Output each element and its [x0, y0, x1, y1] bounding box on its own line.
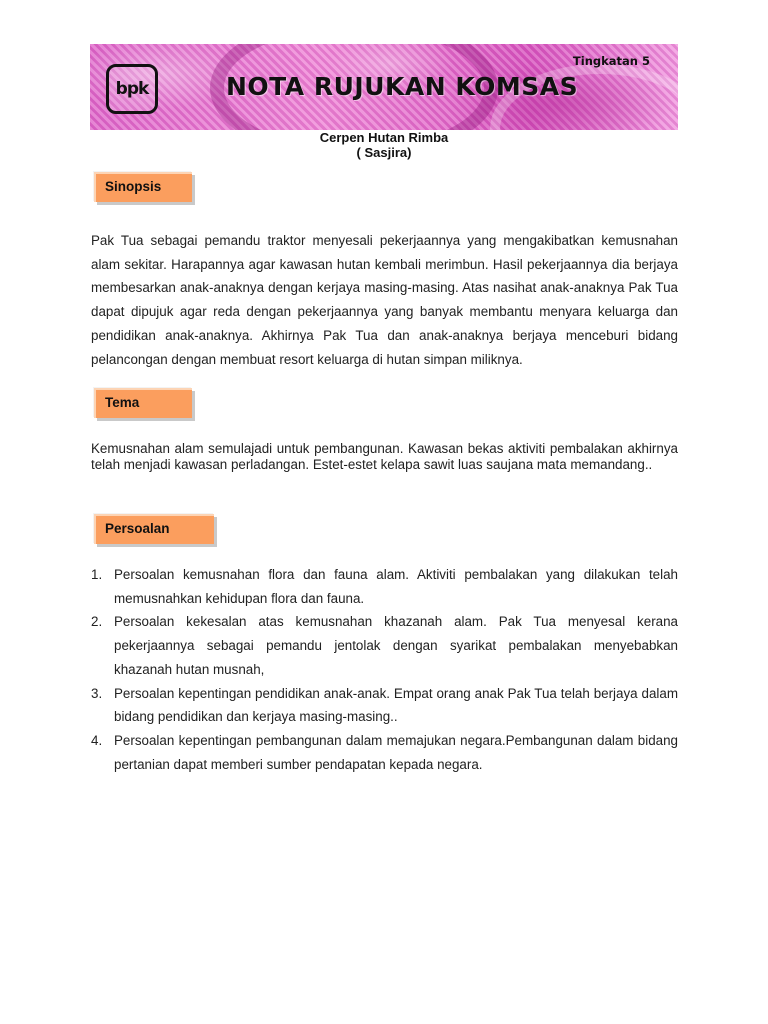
list-item	[91, 729, 678, 776]
list-number: 2.	[91, 614, 103, 630]
header-banner	[90, 44, 678, 130]
persoalan-list	[91, 563, 678, 776]
list-item-text: Persoalan kepentingan pembangunan dalam memajukan negara.Pembangunan dalam bidang pertanian dapat memberi sumber pendapatan kepada negara.	[114, 732, 678, 772]
list-number: 3.	[91, 685, 103, 701]
list-item	[91, 682, 678, 729]
section-label-persoalan: Persoalan	[94, 514, 214, 544]
tema-text: Kemusnahan alam semulajadi untuk pembangunan. Kawasan bekas aktiviti pembalakan akhirnya telah menjadi kawasan perladangan. Estet-estet kelapa sawit luas saujana mata memandang..	[91, 441, 678, 472]
section-label-tema: Tema	[94, 388, 192, 418]
list-item	[91, 610, 678, 681]
list-item-text: Persoalan kekesalan atas kemusnahan khazanah alam. Pak Tua menyesal kerana pekerjaannya sebagai pemandu jentolak dengan syarikat pembalakan menyebabkan khazanah hutan musnah,	[114, 614, 678, 677]
work-author: ( Sasjira)	[356, 145, 412, 160]
work-title: Cerpen Hutan Rimba	[319, 130, 449, 145]
bpk-logo: bpk	[106, 64, 158, 114]
list-number: 4.	[91, 732, 103, 748]
banner-title: NOTA RUJUKAN KOMSAS	[226, 72, 579, 101]
list-item	[91, 563, 678, 610]
section-label-sinopsis: Sinopsis	[94, 172, 192, 202]
list-item-text: Persoalan kemusnahan flora dan fauna alam. Aktiviti pembalakan yang dilakukan telah memusnahkan kehidupan flora dan fauna.	[114, 567, 678, 606]
form-level: Tingkatan 5	[572, 54, 650, 68]
list-item-text: Persoalan kepentingan pendidikan anak-anak. Empat orang anak Pak Tua telah berjaya dalam bidang pendidikan dan kerjaya masing-masing..	[114, 685, 678, 725]
list-number: 1.	[91, 567, 103, 582]
work-heading	[0, 130, 768, 160]
sinopsis-text: Pak Tua sebagai pemandu traktor menyesali pekerjaannya yang mengakibatkan kemusnahan alam sekitar. Harapannya agar kawasan hutan kembali merimbun. Hasil pekerjaannya dia berjaya membesarkan anak-anaknya dengan kerjaya masing-masing. Atas nasihat anak-anaknya Pak Tua dapat dipujuk agar reda dengan pekerjaannya yang banyak membantu menyara keluarga dan pendidikan anak-anaknya. Akhirnya Pak Tua dan anak-anaknya berjaya menceburi bidang pelancongan dengan membuat resort keluarga di hutan simpan miliknya.	[91, 233, 678, 367]
